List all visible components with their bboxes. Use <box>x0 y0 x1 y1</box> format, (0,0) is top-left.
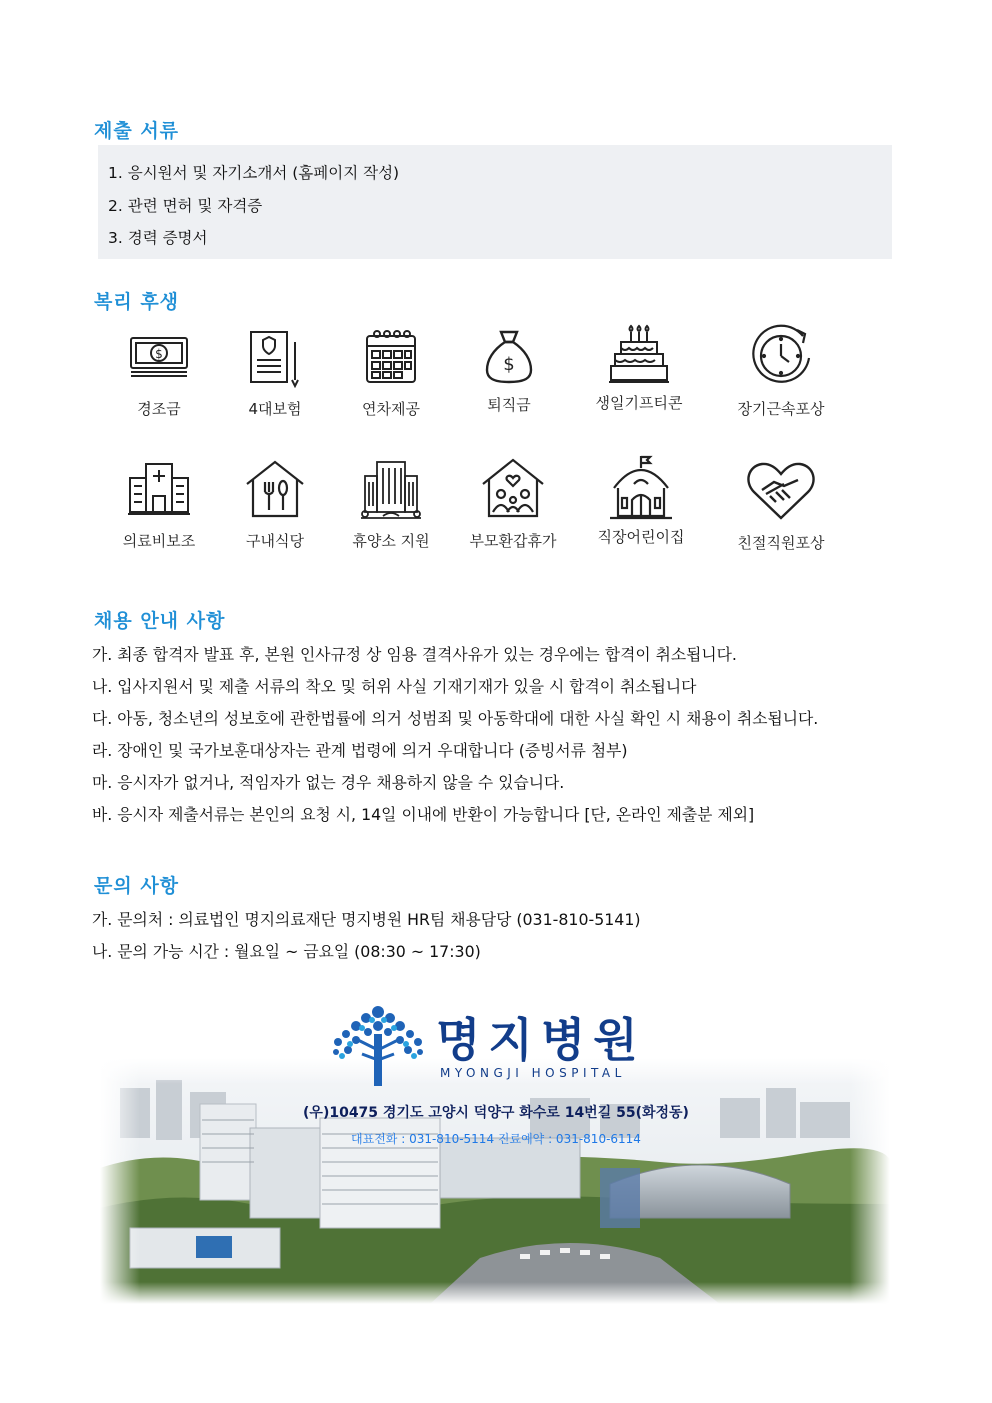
hospital-logo <box>328 1000 668 1086</box>
benefit-item <box>94 328 224 419</box>
benefit-label: 경조금 <box>137 400 181 418</box>
hospital-name: 명지병원 <box>436 1013 646 1067</box>
benefit-label: 부모환갑휴가 <box>469 532 557 550</box>
hospital-name-en: MYONGJI HOSPITAL <box>440 1066 626 1080</box>
benefit-item <box>210 458 340 551</box>
family-house-icon <box>479 456 547 522</box>
recruitment-item: 나. 입사지원서 및 제출 서류의 착오 및 허위 사실 기재기재가 있을 시 합격이 취소됩니다 <box>92 677 697 696</box>
benefit-label: 퇴직금 <box>487 396 531 414</box>
list-item: 1. 응시원서 및 자기소개서 (홈페이지 작성) <box>108 164 400 182</box>
recruitment-item: 라. 장애인 및 국가보훈대상자는 관계 법령에 의거 우대합니다 (증빙서류 첨부) <box>92 741 628 760</box>
insurance-document-icon <box>243 328 307 388</box>
benefit-item <box>326 328 456 419</box>
svg-text:$: $ <box>503 354 515 375</box>
benefit-item <box>210 328 340 419</box>
benefit-item <box>576 454 706 547</box>
daycare-icon <box>606 454 676 522</box>
benefit-item <box>94 460 224 551</box>
recruitment-item: 다. 아동, 청소년의 성보호에 관한법률에 의거 성범죄 및 아동학대에 대한 사실 확인 시 채용이 취소됩니다. <box>92 709 819 728</box>
svg-text:$: $ <box>155 347 163 361</box>
submission-title: 제출 서류 <box>94 120 180 142</box>
recruitment-item: 바. 응시자 제출서류는 본인의 요청 시, 14일 이내에 반환이 가능합니다 [단, 온라인 제출분 제외] <box>92 805 755 824</box>
inquiry-item: 가. 문의처 : 의료법인 명지의료재단 명지병원 HR팀 채용담당 (031-810-5141) <box>92 910 641 929</box>
inquiry-item: 나. 문의 가능 시간 : 월요일 ~ 금요일 (08:30 ~ 17:30) <box>92 942 481 961</box>
benefit-label: 의료비보조 <box>122 532 196 550</box>
benefit-item <box>448 456 578 551</box>
list-item: 3. 경력 증명서 <box>108 229 208 247</box>
benefit-label: 휴양소 지원 <box>352 532 430 550</box>
benefit-label: 연차제공 <box>362 400 420 418</box>
calendar-icon <box>359 328 423 388</box>
handshake-heart-icon <box>744 460 818 522</box>
benefit-label: 생일기프티콘 <box>595 394 683 412</box>
recruitment-title: 채용 안내 사항 <box>94 610 226 632</box>
recruitment-item: 가. 최종 합격자 발표 후, 본원 인사규정 상 임용 결격사유가 있는 경우에는 합격이 취소됩니다. <box>92 645 737 664</box>
hospital-phone: 대표전화 : 031-810-5114 진료예약 : 031-810-6114 <box>351 1132 641 1146</box>
resort-building-icon <box>359 458 423 522</box>
clock-icon <box>747 322 815 388</box>
recruitment-item: 마. 응시자가 없거나, 적임자가 없는 경우 채용하지 않을 수 있습니다. <box>92 773 565 792</box>
money-bag-icon <box>479 326 539 386</box>
benefit-label: 친절직원포상 <box>737 534 825 552</box>
tree-logo-icon <box>328 1000 428 1090</box>
benefit-label: 구내식당 <box>246 532 304 550</box>
submission-list <box>98 145 892 259</box>
hospital-icon <box>126 460 192 516</box>
benefit-label: 직장어린이집 <box>597 528 685 546</box>
benefit-item <box>716 322 846 419</box>
hospital-aerial-image <box>100 1058 890 1304</box>
welfare-title: 복리 후생 <box>94 291 180 313</box>
benefit-item <box>574 324 704 413</box>
benefit-item <box>444 326 574 415</box>
hospital-photo <box>100 1058 890 1304</box>
cafeteria-icon <box>243 458 307 520</box>
benefit-label: 장기근속포상 <box>737 400 825 418</box>
inquiry-title: 문의 사항 <box>94 875 180 897</box>
list-item: 2. 관련 면허 및 자격증 <box>108 196 263 215</box>
benefit-item <box>716 460 846 553</box>
money-bill-icon <box>127 328 191 384</box>
birthday-cake-icon <box>607 324 671 386</box>
benefit-label: 4대보험 <box>248 400 302 418</box>
benefit-item <box>326 458 456 551</box>
hospital-address: (우)10475 경기도 고양시 덕양구 화수로 14번길 55(화정동) <box>303 1105 689 1121</box>
